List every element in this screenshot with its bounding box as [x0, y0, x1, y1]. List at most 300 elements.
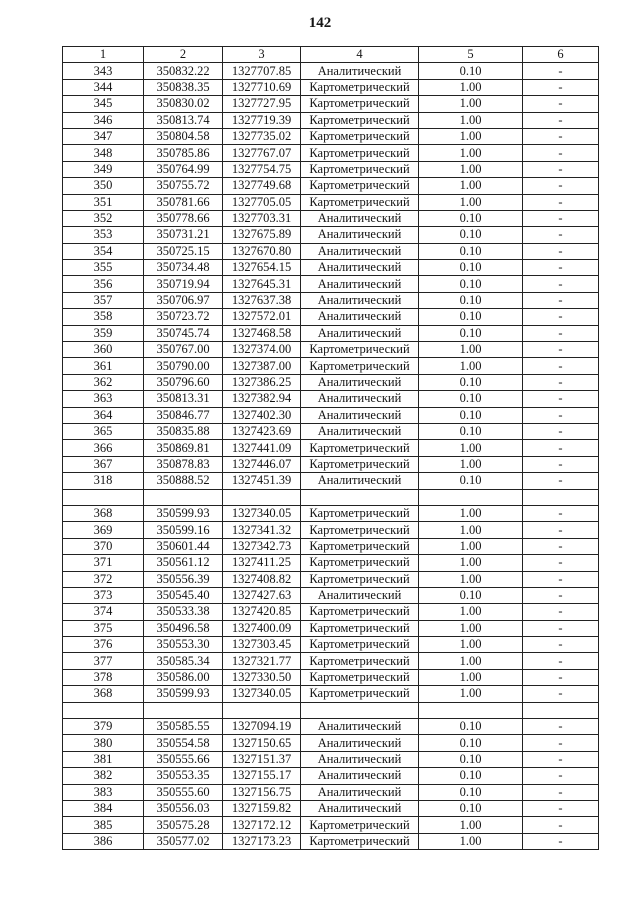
- table-cell-col-6: -: [523, 604, 599, 620]
- table-cell-col-4: Аналитический: [301, 391, 419, 407]
- table-cell-col-6: -: [523, 768, 599, 784]
- table-cell-col-5: 1.00: [419, 653, 523, 669]
- table-cell-col-3: 1327387.00: [223, 358, 301, 374]
- table-cell-col-2: 350553.30: [144, 637, 223, 653]
- table-cell-col-4: [301, 489, 419, 505]
- table-cell-col-3: 1327159.82: [223, 800, 301, 816]
- table-row: [63, 620, 599, 636]
- table-row: [63, 391, 599, 407]
- table-cell-col-4: Аналитический: [301, 63, 419, 79]
- table-cell-col-5: 1.00: [419, 194, 523, 210]
- table-row: [63, 637, 599, 653]
- table-cell-col-4: Аналитический: [301, 587, 419, 603]
- table-cell-col-3: 1327411.25: [223, 555, 301, 571]
- table-cell-col-4: Картометрический: [301, 112, 419, 128]
- table-cell-col-1: 359: [63, 325, 144, 341]
- table-cell-col-1: 371: [63, 555, 144, 571]
- table-cell-col-4: Аналитический: [301, 423, 419, 439]
- table-cell-col-4: Картометрический: [301, 79, 419, 95]
- table-cell-col-1: 361: [63, 358, 144, 374]
- table-row: [63, 112, 599, 128]
- table-cell-col-2: 350745.74: [144, 325, 223, 341]
- table-cell-col-5: 0.10: [419, 719, 523, 735]
- table-cell-col-3: 1327468.58: [223, 325, 301, 341]
- table-header-cell-col-5: 5: [419, 47, 523, 63]
- table-cell-col-4: Картометрический: [301, 637, 419, 653]
- table-row: [63, 555, 599, 571]
- table-cell-col-1: 343: [63, 63, 144, 79]
- table-cell-col-1: 374: [63, 604, 144, 620]
- table-cell-col-4: Картометрический: [301, 128, 419, 144]
- table-cell-col-6: -: [523, 423, 599, 439]
- table-cell-col-6: -: [523, 456, 599, 472]
- table-row: [63, 210, 599, 226]
- table-cell-col-1: [63, 702, 144, 718]
- table-row: [63, 342, 599, 358]
- table-cell-col-6: -: [523, 555, 599, 571]
- table-cell-col-3: 1327719.39: [223, 112, 301, 128]
- table-cell-col-1: 346: [63, 112, 144, 128]
- table-cell-col-4: Картометрический: [301, 96, 419, 112]
- table-cell-col-2: 350553.35: [144, 768, 223, 784]
- table-cell-col-1: 350: [63, 178, 144, 194]
- table-cell-col-4: Картометрический: [301, 653, 419, 669]
- table-cell-col-4: Аналитический: [301, 243, 419, 259]
- table-cell-col-4: Аналитический: [301, 292, 419, 308]
- table-cell-col-2: 350781.66: [144, 194, 223, 210]
- table-cell-col-2: 350601.44: [144, 538, 223, 554]
- table-cell-col-3: 1327321.77: [223, 653, 301, 669]
- table-cell-col-2: 350561.12: [144, 555, 223, 571]
- table-cell-col-4: Картометрический: [301, 555, 419, 571]
- table-cell-col-5: 1.00: [419, 161, 523, 177]
- table-row: [63, 161, 599, 177]
- table-cell-col-3: 1327754.75: [223, 161, 301, 177]
- table-cell-col-5: 0.10: [419, 735, 523, 751]
- table-cell-col-4: [301, 702, 419, 718]
- table-row: [63, 178, 599, 194]
- table-cell-col-4: Картометрический: [301, 686, 419, 702]
- table-cell-col-1: 370: [63, 538, 144, 554]
- table-row: [63, 604, 599, 620]
- table-cell-col-3: 1327654.15: [223, 260, 301, 276]
- table-cell-col-2: 350496.58: [144, 620, 223, 636]
- table-cell-col-2: 350830.02: [144, 96, 223, 112]
- table-cell-col-6: -: [523, 391, 599, 407]
- table-row: [63, 325, 599, 341]
- table-cell-col-1: 354: [63, 243, 144, 259]
- table-cell-col-1: 366: [63, 440, 144, 456]
- table-cell-col-6: -: [523, 194, 599, 210]
- table-cell-col-3: 1327420.85: [223, 604, 301, 620]
- table-cell-col-2: 350832.22: [144, 63, 223, 79]
- table-cell-col-4: Картометрический: [301, 538, 419, 554]
- table-header-cell-col-2: 2: [144, 47, 223, 63]
- table-cell-col-1: 355: [63, 260, 144, 276]
- table-cell-col-1: 368: [63, 505, 144, 521]
- table-cell-col-6: -: [523, 342, 599, 358]
- table-row: [63, 505, 599, 521]
- table-row: [63, 194, 599, 210]
- table-cell-col-6: -: [523, 719, 599, 735]
- table-cell-col-2: 350734.48: [144, 260, 223, 276]
- table-cell-col-3: [223, 489, 301, 505]
- table-cell-col-3: 1327173.23: [223, 833, 301, 849]
- table-row: [63, 800, 599, 816]
- table-header: [63, 47, 599, 63]
- table-cell-col-3: 1327703.31: [223, 210, 301, 226]
- table-cell-col-5: 0.10: [419, 751, 523, 767]
- table-cell-col-5: 1.00: [419, 112, 523, 128]
- table-cell-col-2: 350785.86: [144, 145, 223, 161]
- table-cell-col-5: 1.00: [419, 637, 523, 653]
- table-cell-col-6: -: [523, 63, 599, 79]
- table-cell-col-2: 350888.52: [144, 473, 223, 489]
- table-cell-col-2: 350556.03: [144, 800, 223, 816]
- table-row: [63, 751, 599, 767]
- table-cell-col-6: -: [523, 686, 599, 702]
- table-cell-col-6: -: [523, 145, 599, 161]
- table-row: [63, 96, 599, 112]
- table-cell-col-4: Аналитический: [301, 309, 419, 325]
- table-row: [63, 653, 599, 669]
- table-cell-col-1: 384: [63, 800, 144, 816]
- table-cell-col-2: 350556.39: [144, 571, 223, 587]
- table-cell-col-1: 362: [63, 374, 144, 390]
- table-cell-col-5: 1.00: [419, 817, 523, 833]
- table-cell-col-6: -: [523, 227, 599, 243]
- table-cell-col-5: 1.00: [419, 79, 523, 95]
- table-row: [63, 358, 599, 374]
- table-cell-col-2: 350599.93: [144, 686, 223, 702]
- table-cell-col-6: [523, 702, 599, 718]
- table-row: [63, 128, 599, 144]
- table-cell-col-1: 345: [63, 96, 144, 112]
- table-cell-col-6: -: [523, 178, 599, 194]
- table-cell-col-2: [144, 489, 223, 505]
- table-row: [63, 686, 599, 702]
- table-row: [63, 571, 599, 587]
- table-cell-col-4: Аналитический: [301, 407, 419, 423]
- table-cell-col-1: 378: [63, 669, 144, 685]
- table-cell-col-1: 379: [63, 719, 144, 735]
- table-cell-col-3: 1327342.73: [223, 538, 301, 554]
- table-cell-col-2: 350838.35: [144, 79, 223, 95]
- table-cell-col-6: -: [523, 653, 599, 669]
- table-cell-col-3: 1327705.05: [223, 194, 301, 210]
- table-cell-col-4: Картометрический: [301, 833, 419, 849]
- table-cell-col-5: 0.10: [419, 260, 523, 276]
- table-header-cell-col-3: 3: [223, 47, 301, 63]
- table-cell-col-3: 1327645.31: [223, 276, 301, 292]
- table-cell-col-4: Аналитический: [301, 227, 419, 243]
- table-row: [63, 260, 599, 276]
- table-cell-col-4: Аналитический: [301, 768, 419, 784]
- table-cell-col-5: 1.00: [419, 522, 523, 538]
- table-cell-col-6: -: [523, 817, 599, 833]
- table-cell-col-5: 1.00: [419, 96, 523, 112]
- table-cell-col-3: 1327441.09: [223, 440, 301, 456]
- table-cell-col-6: -: [523, 800, 599, 816]
- table-cell-col-3: 1327156.75: [223, 784, 301, 800]
- table-cell-col-6: -: [523, 276, 599, 292]
- table-cell-col-2: 350599.93: [144, 505, 223, 521]
- table-cell-col-3: 1327303.45: [223, 637, 301, 653]
- table-cell-col-4: Картометрический: [301, 194, 419, 210]
- table-cell-col-1: 364: [63, 407, 144, 423]
- table-header-cell-col-4: 4: [301, 47, 419, 63]
- table-row-blank: [63, 489, 599, 505]
- table-cell-col-3: 1327572.01: [223, 309, 301, 325]
- table-cell-col-2: 350719.94: [144, 276, 223, 292]
- table-cell-col-1: 376: [63, 637, 144, 653]
- table-cell-col-1: 360: [63, 342, 144, 358]
- table-cell-col-6: -: [523, 587, 599, 603]
- table-cell-col-5: 1.00: [419, 571, 523, 587]
- table-cell-col-2: 350804.58: [144, 128, 223, 144]
- table-cell-col-1: 347: [63, 128, 144, 144]
- table-cell-col-3: 1327341.32: [223, 522, 301, 538]
- table-cell-col-4: Картометрический: [301, 358, 419, 374]
- table-cell-col-5: 1.00: [419, 686, 523, 702]
- table-cell-col-6: -: [523, 358, 599, 374]
- table-row: [63, 735, 599, 751]
- table-cell-col-6: -: [523, 669, 599, 685]
- table-cell-col-3: 1327735.02: [223, 128, 301, 144]
- table-cell-col-6: -: [523, 735, 599, 751]
- table-cell-col-5: 1.00: [419, 555, 523, 571]
- table-header-cell-col-1: 1: [63, 47, 144, 63]
- table-cell-col-5: 1.00: [419, 538, 523, 554]
- table-row: [63, 309, 599, 325]
- table-cell-col-5: 1.00: [419, 128, 523, 144]
- table-row: [63, 817, 599, 833]
- table-cell-col-6: -: [523, 833, 599, 849]
- table-cell-col-3: 1327710.69: [223, 79, 301, 95]
- table-row: [63, 587, 599, 603]
- table-cell-col-2: 350869.81: [144, 440, 223, 456]
- table-cell-col-1: 353: [63, 227, 144, 243]
- table-cell-col-4: Картометрический: [301, 440, 419, 456]
- table-cell-col-3: 1327423.69: [223, 423, 301, 439]
- table-cell-col-5: 0.10: [419, 292, 523, 308]
- table-cell-col-6: -: [523, 440, 599, 456]
- table-cell-col-6: -: [523, 637, 599, 653]
- table-row: [63, 292, 599, 308]
- table-cell-col-3: 1327427.63: [223, 587, 301, 603]
- table-cell-col-1: 377: [63, 653, 144, 669]
- table-cell-col-1: 381: [63, 751, 144, 767]
- table-cell-col-3: 1327670.80: [223, 243, 301, 259]
- table-cell-col-6: -: [523, 620, 599, 636]
- table-cell-col-2: 350545.40: [144, 587, 223, 603]
- table-cell-col-4: Аналитический: [301, 751, 419, 767]
- coordinates-table: [62, 46, 599, 850]
- table-cell-col-4: Картометрический: [301, 456, 419, 472]
- table-cell-col-2: 350878.83: [144, 456, 223, 472]
- table-cell-col-1: 357: [63, 292, 144, 308]
- table-cell-col-2: 350813.31: [144, 391, 223, 407]
- table-cell-col-4: Аналитический: [301, 260, 419, 276]
- table-cell-col-4: Картометрический: [301, 522, 419, 538]
- table-cell-col-5: 1.00: [419, 145, 523, 161]
- table-cell-col-3: 1327094.19: [223, 719, 301, 735]
- table-cell-col-5: 1.00: [419, 358, 523, 374]
- table-cell-col-5: 1.00: [419, 505, 523, 521]
- table-cell-col-3: [223, 702, 301, 718]
- table-cell-col-1: 383: [63, 784, 144, 800]
- table-cell-col-4: Картометрический: [301, 669, 419, 685]
- table-cell-col-2: 350554.58: [144, 735, 223, 751]
- table-cell-col-5: 1.00: [419, 342, 523, 358]
- table-cell-col-1: 349: [63, 161, 144, 177]
- table-row: [63, 407, 599, 423]
- table-header-cell-col-6: 6: [523, 47, 599, 63]
- table-row: [63, 473, 599, 489]
- table-cell-col-1: 367: [63, 456, 144, 472]
- table-cell-col-5: 0.10: [419, 473, 523, 489]
- table-row: [63, 669, 599, 685]
- table-cell-col-6: -: [523, 538, 599, 554]
- table-cell-col-6: -: [523, 210, 599, 226]
- table-cell-col-4: Картометрический: [301, 604, 419, 620]
- table-cell-col-5: 1.00: [419, 604, 523, 620]
- table-cell-col-2: 350767.00: [144, 342, 223, 358]
- table-cell-col-5: [419, 489, 523, 505]
- table-cell-col-5: 0.10: [419, 587, 523, 603]
- table-cell-col-6: -: [523, 522, 599, 538]
- table-cell-col-2: [144, 702, 223, 718]
- table-cell-col-1: 348: [63, 145, 144, 161]
- table-row: [63, 145, 599, 161]
- table-cell-col-3: 1327172.12: [223, 817, 301, 833]
- table-row: [63, 719, 599, 735]
- table-cell-col-2: 350731.21: [144, 227, 223, 243]
- table-row: [63, 440, 599, 456]
- table-cell-col-2: 350846.77: [144, 407, 223, 423]
- table-cell-col-5: 1.00: [419, 620, 523, 636]
- table-cell-col-6: -: [523, 784, 599, 800]
- table-cell-col-1: 344: [63, 79, 144, 95]
- table-row: [63, 538, 599, 554]
- table-cell-col-5: 0.10: [419, 227, 523, 243]
- table-cell-col-5: 0.10: [419, 423, 523, 439]
- table-cell-col-3: 1327382.94: [223, 391, 301, 407]
- table-cell-col-2: 350764.99: [144, 161, 223, 177]
- table-cell-col-3: 1327400.09: [223, 620, 301, 636]
- table-cell-col-6: -: [523, 571, 599, 587]
- table-cell-col-1: 375: [63, 620, 144, 636]
- table-cell-col-1: 365: [63, 423, 144, 439]
- table-cell-col-6: -: [523, 128, 599, 144]
- table-cell-col-5: 1.00: [419, 833, 523, 849]
- table-cell-col-1: 363: [63, 391, 144, 407]
- table-cell-col-5: 0.10: [419, 63, 523, 79]
- table-row: [63, 79, 599, 95]
- table-body: [63, 63, 599, 850]
- table-cell-col-5: 1.00: [419, 669, 523, 685]
- table-cell-col-5: 0.10: [419, 374, 523, 390]
- table-cell-col-2: 350723.72: [144, 309, 223, 325]
- table-cell-col-2: 350585.34: [144, 653, 223, 669]
- table-cell-col-5: 1.00: [419, 456, 523, 472]
- table-cell-col-4: Аналитический: [301, 325, 419, 341]
- table-cell-col-3: 1327408.82: [223, 571, 301, 587]
- table-cell-col-3: 1327727.95: [223, 96, 301, 112]
- table-row: [63, 63, 599, 79]
- table-cell-col-2: 350835.88: [144, 423, 223, 439]
- table-cell-col-6: -: [523, 243, 599, 259]
- table-cell-col-6: -: [523, 79, 599, 95]
- table-cell-col-1: [63, 489, 144, 505]
- table-cell-col-6: -: [523, 309, 599, 325]
- table-row-blank: [63, 702, 599, 718]
- table-cell-col-3: 1327150.65: [223, 735, 301, 751]
- table-cell-col-4: Картометрический: [301, 161, 419, 177]
- table-cell-col-6: -: [523, 325, 599, 341]
- table-cell-col-1: 386: [63, 833, 144, 849]
- table-cell-col-4: Аналитический: [301, 800, 419, 816]
- table-cell-col-3: 1327155.17: [223, 768, 301, 784]
- table-cell-col-4: Картометрический: [301, 342, 419, 358]
- table-cell-col-1: 358: [63, 309, 144, 325]
- table-cell-col-1: 351: [63, 194, 144, 210]
- table-cell-col-4: Аналитический: [301, 784, 419, 800]
- table-cell-col-2: 350555.60: [144, 784, 223, 800]
- table-cell-col-1: 385: [63, 817, 144, 833]
- table-cell-col-1: 356: [63, 276, 144, 292]
- table-row: [63, 227, 599, 243]
- table-cell-col-5: 0.10: [419, 784, 523, 800]
- table-cell-col-6: -: [523, 374, 599, 390]
- table-cell-col-4: Картометрический: [301, 505, 419, 521]
- table-row: [63, 456, 599, 472]
- table-cell-col-5: 0.10: [419, 768, 523, 784]
- table-row: [63, 522, 599, 538]
- table-cell-col-6: [523, 489, 599, 505]
- table-cell-col-6: -: [523, 292, 599, 308]
- table-cell-col-2: 350725.15: [144, 243, 223, 259]
- table-cell-col-4: Картометрический: [301, 178, 419, 194]
- table-cell-col-2: 350599.16: [144, 522, 223, 538]
- table-cell-col-2: 350796.60: [144, 374, 223, 390]
- table-cell-col-3: 1327340.05: [223, 686, 301, 702]
- table-cell-col-4: Аналитический: [301, 374, 419, 390]
- table-cell-col-6: -: [523, 473, 599, 489]
- table-cell-col-3: 1327374.00: [223, 342, 301, 358]
- table-cell-col-3: 1327330.50: [223, 669, 301, 685]
- table-cell-col-2: 350706.97: [144, 292, 223, 308]
- table-cell-col-3: 1327446.07: [223, 456, 301, 472]
- table-cell-col-1: 352: [63, 210, 144, 226]
- table-cell-col-2: 350586.00: [144, 669, 223, 685]
- table-cell-col-3: 1327402.30: [223, 407, 301, 423]
- table-cell-col-4: Картометрический: [301, 620, 419, 636]
- table-cell-col-1: 372: [63, 571, 144, 587]
- table-cell-col-5: 0.10: [419, 800, 523, 816]
- table-cell-col-3: 1327637.38: [223, 292, 301, 308]
- table-cell-col-2: 350575.28: [144, 817, 223, 833]
- table-cell-col-2: 350755.72: [144, 178, 223, 194]
- table-row: [63, 243, 599, 259]
- table-cell-col-2: 350813.74: [144, 112, 223, 128]
- table-cell-col-1: 368: [63, 686, 144, 702]
- table-cell-col-1: 380: [63, 735, 144, 751]
- table-cell-col-1: 318: [63, 473, 144, 489]
- table-cell-col-5: 0.10: [419, 407, 523, 423]
- table-cell-col-3: 1327451.39: [223, 473, 301, 489]
- table-cell-col-3: 1327386.25: [223, 374, 301, 390]
